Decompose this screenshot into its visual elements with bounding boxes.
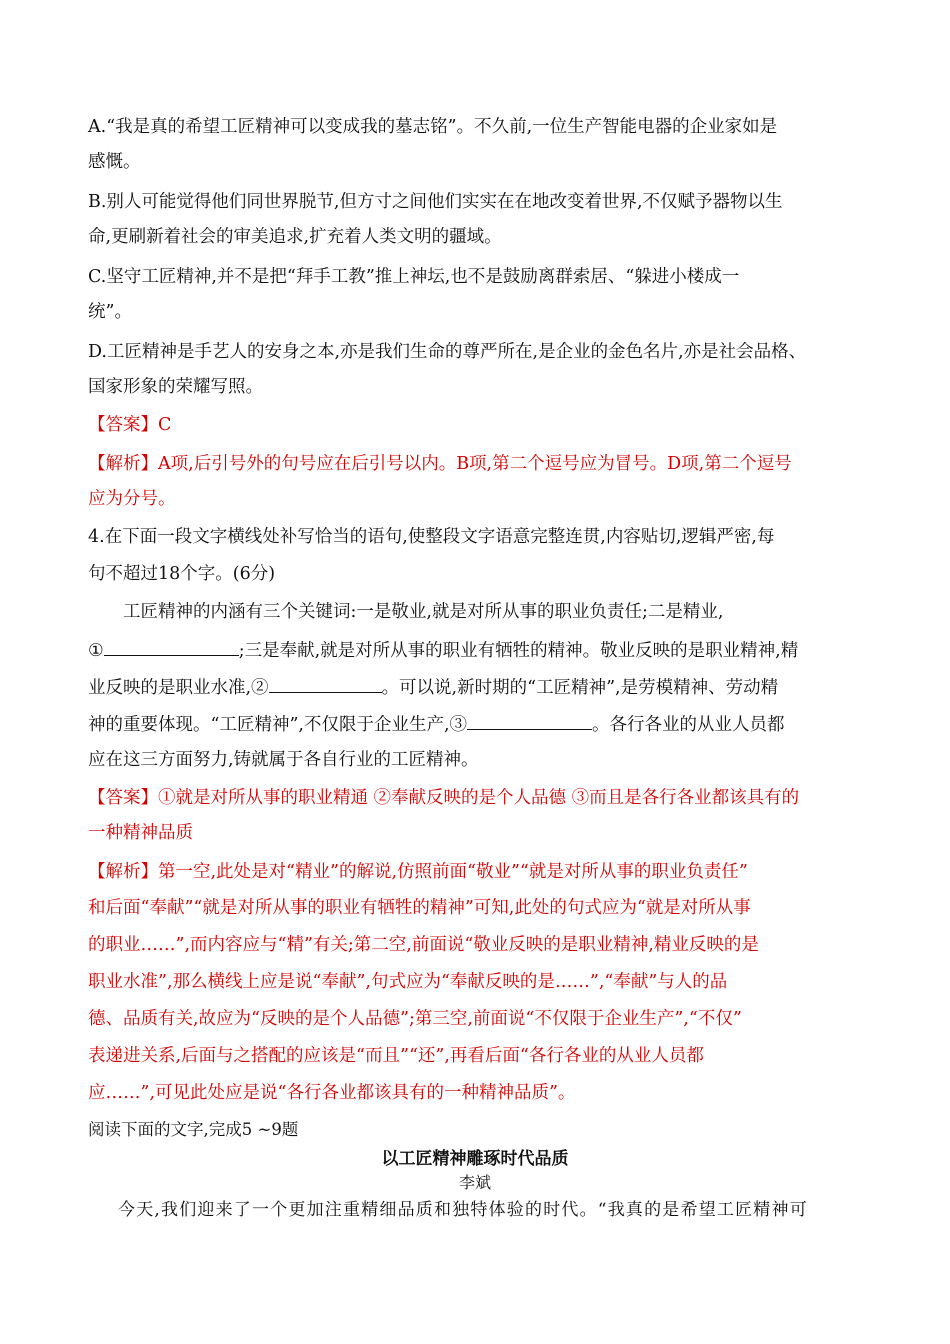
article-title: 以工匠精神雕琢时代品质	[381, 1149, 569, 1169]
q4-passage-line-4	[88, 711, 868, 737]
option-d-line-2: 国家形象的荣耀写照。	[88, 377, 263, 397]
article-author: 李斌	[458, 1173, 491, 1192]
option-b-line-1: B.别人可能觉得他们同世界脱节,但方寸之间他们实实在在地改变着世界,不仅赋予器物以生	[88, 192, 783, 212]
q4-answer-line-1: 【答案】①就是对所从事的职业精通 ②奉献反映的是个人品德 ③而且是各行各业都该具有的	[88, 788, 800, 808]
q4-stem-line-1: 4.在下面一段文字横线处补写恰当的语句,使整段文字语意完整连贯,内容贴切,逻辑严密,每	[88, 527, 775, 547]
q4-passage-line-3-pre: 业反映的是职业水准,②	[88, 678, 269, 698]
q4-passage-line-1: 工匠精神的内涵有三个关键词:一是敬业,就是对所从事的职业负责任;二是精业,	[123, 602, 724, 622]
q4-analysis-line-5: 德、品质有关,故应为“反映的是个人品德”;第三空,前面说“不仅限于企业生产”,“不仅”	[88, 1009, 742, 1029]
q4-passage-line-4-pre: 神的重要体现。“工匠精神”,不仅限于企业生产,③	[88, 715, 468, 735]
q4-analysis-line-6: 表递进关系,后面与之搭配的应该是“而且”“还”,再看后面“各行各业的从业人员都	[88, 1046, 704, 1066]
q4-passage-line-3-text: 。可以说,新时期的“工匠精神”,是劳模精神、劳动精	[381, 678, 779, 698]
article-first-line: 今天,我们迎来了一个更加注重精细品质和独特体验的时代。“我真的是希望工匠精神可	[118, 1200, 808, 1220]
q4-analysis-line-4: 职业水准”,那么横线上应是说“奉献”,句式应为“奉献反映的是……”,“奉献”与人的品	[88, 972, 728, 992]
blank-1-line	[104, 637, 239, 656]
q3-answer: 【答案】C	[88, 415, 172, 435]
q4-analysis-line-7: 应……”,可见此处应是说“各行各业都该具有的一种精神品质”。	[88, 1083, 576, 1103]
q4-stem-line-2: 句不超过18个字。(6分)	[88, 564, 276, 584]
blank-1-marker: ①	[88, 641, 104, 661]
q3-analysis-line-1: 【解析】A项,后引号外的句号应在后引号以内。B项,第二个逗号应为冒号。D项,第二个逗号	[88, 454, 792, 474]
option-a-line-1: A.“我是真的希望工匠精神可以变成我的墓志铭”。不久前,一位生产智能电器的企业家如是	[88, 117, 778, 137]
q3-analysis-line-2: 应为分号。	[88, 489, 176, 509]
q4-answer-line-2: 一种精神品质	[88, 823, 193, 843]
q4-passage-line-2-text: ;三是奉献,就是对所从事的职业有牺牲的精神。敬业反映的是职业精神,精	[238, 641, 799, 661]
option-c-line-1: C.坚守工匠精神,并不是把“拜手工教”推上神坛,也不是鼓励离群索居、“躲进小楼成一	[88, 267, 740, 287]
option-d-line-1: D.工匠精神是手艺人的安身之本,亦是我们生命的尊严所在,是企业的金色名片,亦是社会品格、	[88, 342, 807, 362]
q4-passage-line-5: 应在这三方面努力,铸就属于各自行业的工匠精神。	[88, 750, 479, 770]
q4-analysis-line-1: 【解析】第一空,此处是对“精业”的解说,仿照前面“敬业”“就是对所从事的职业负责任”	[88, 862, 748, 882]
q4-analysis-line-3: 的职业……”,而内容应与“精”有关;第二空,前面说“敬业反映的是职业精神,精业反映的是	[88, 935, 759, 955]
option-a-line-2: 感慨。	[88, 152, 141, 172]
option-b-line-2: 命,更刷新着社会的审美追求,扩充着人类文明的疆域。	[88, 227, 502, 247]
q4-passage-line-4-text: 。各行各业的从业人员都	[592, 715, 785, 735]
blank-3-line	[467, 711, 592, 730]
q4-analysis-line-2: 和后面“奉献”“就是对所从事的职业有牺牲的精神”可知,此处的句式应为“就是对所从事	[88, 898, 751, 918]
option-c-line-2: 统”。	[88, 302, 132, 322]
q4-passage-line-3	[88, 674, 868, 700]
blank-2-line	[269, 674, 382, 693]
q4-passage-line-2	[88, 637, 868, 663]
reading-instruction: 阅读下面的文字,完成5 ~9题	[88, 1120, 299, 1139]
